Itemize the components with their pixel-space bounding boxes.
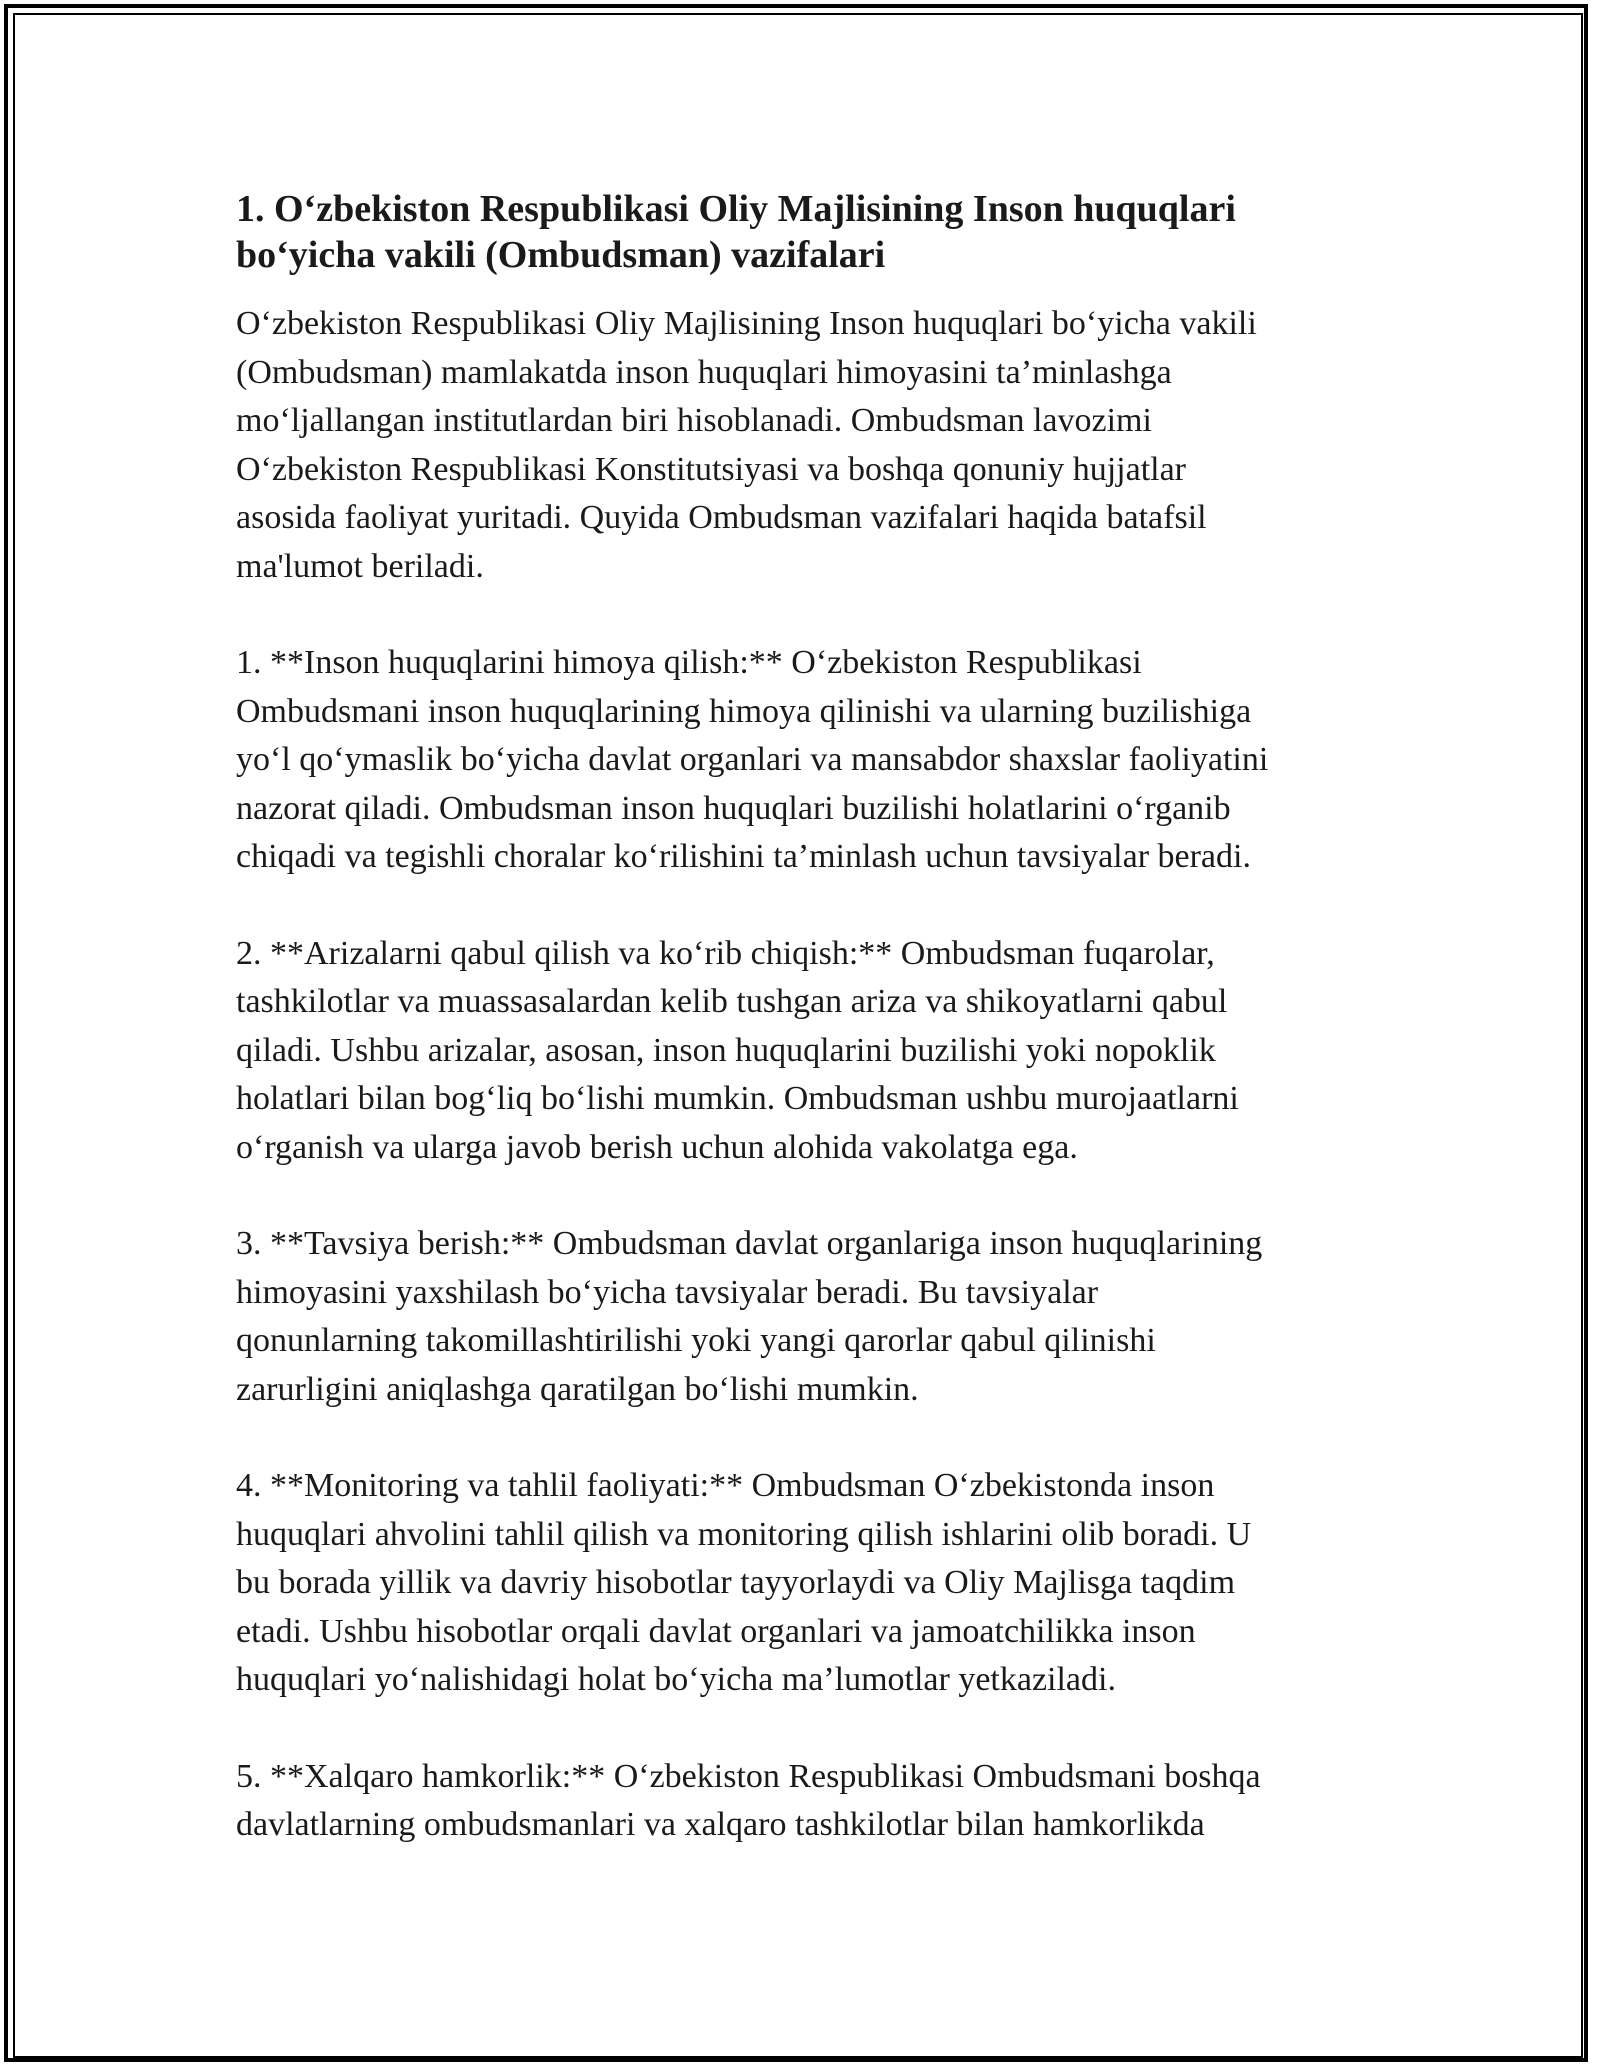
- paragraph-item-1: 1. **Inson huquqlarini himoya qilish:** O‘zbekiston Respublikasi Ombudsmani inson huquqlarining himoya qilinishi va ularning buzilishiga yo‘l qo‘ymaslik bo‘yicha davlat organlari va mansabdor shaxslar faoliyatini nazorat qiladi. Ombudsman inson huquqlari buzilishi holatlarini o‘rganib chiqadi va tegishli choralar ko‘rilishini ta’minlash uchun tavsiyalar beradi.: [236, 644, 1269, 875]
- paragraph-item-5: 5. **Xalqaro hamkorlik:** O‘zbekiston Respublikasi Ombudsmani boshqa davlatlarning ombudsmanlari va xalqaro tashkilotlar bilan hamkorlikda: [236, 1757, 1261, 1843]
- document-heading: 1. O‘zbekiston Respublikasi Oliy Majlisining Inson huquqlari bo‘yicha vakili (Ombudsman) vazifalari: [236, 188, 1236, 276]
- intro-paragraph: O‘zbekiston Respublikasi Oliy Majlisining Inson huquqlari bo‘yicha vakili (Ombudsman) mamlakatda inson huquqlari himoyasini ta’minlashga mo‘ljallangan institutlardan biri hisoblanadi. Ombudsman lavozimi O‘zbekiston Respublikasi Konstitutsiyasi va boshqa qonuniy hujjatlar asosida faoliyat yuritadi. Quyida Ombudsman vazifalari haqida batafsil ma'lumot beriladi.: [236, 305, 1257, 585]
- paragraph-item-2: 2. **Arizalarni qabul qilish va ko‘rib chiqish:** Ombudsman fuqarolar, tashkilotlar va muassasalardan kelib tushgan ariza va shikoyatlarni qabul qiladi. Ushbu arizalar, asosan, inson huquqlarini buzilishi yoki nopoklik holatlari bilan bog‘liq bo‘lishi mumkin. Ombudsman ushbu murojaatlarni o‘rganish va ularga javob berish uchun alohida vakolatga ega.: [236, 934, 1239, 1166]
- document-body: [236, 186, 1366, 1898]
- paragraph-item-3: 3. **Tavsiya berish:** Ombudsman davlat organlariga inson huquqlarining himoyasini yaxshilash bo‘yicha tavsiyalar beradi. Bu tavsiyalar qonunlarning takomillashtirilishi yoki yangi qarorlar qabul qilinishi zarurligini aniqlashga qaratilgan bo‘lishi mumkin.: [236, 1225, 1263, 1408]
- paragraph-item-4: 4. **Monitoring va tahlil faoliyati:** Ombudsman O‘zbekistonda inson huquqlari ahvolini tahlil qilish va monitoring qilish ishlarini olib boradi. U bu borada yillik va davriy hisobotlar tayyorlaydi va Oliy Majlisga taqdim etadi. Ushbu hisobotlar orqali davlat organlari va jamoatchilikka inson huquqlari yo‘nalishidagi holat bo‘yicha ma’lumotlar yetkaziladi.: [236, 1467, 1252, 1698]
